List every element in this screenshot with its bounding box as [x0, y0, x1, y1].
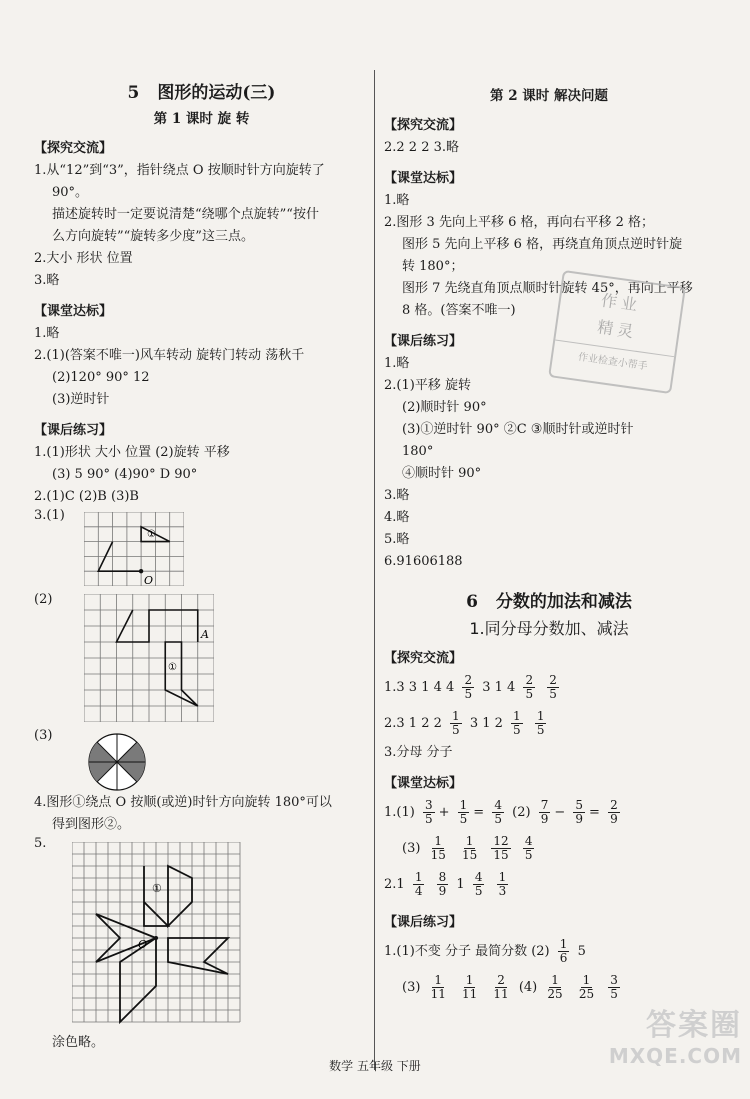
- fraction: $\frac{1}{25}$: [578, 973, 595, 1001]
- answer-line: 图形 7 先绕直角顶点顺时针旋转 45°，再向上平移: [402, 281, 693, 296]
- answer-line: 4.略: [384, 510, 410, 525]
- answer-line: (3)①逆时针 90° ②C ③顺时针或逆时针: [402, 422, 634, 437]
- answer-line: 1.3 3 1 4 4 $\frac{2}{5}$ 3 1 4 $\frac{2}{5}$ $\frac{2}{5}$: [384, 673, 557, 701]
- answer-line: 180°: [402, 444, 434, 459]
- answer-line: ④顺时针 90°: [402, 466, 482, 481]
- answer-line: 2.2 2 2 3.略: [384, 140, 460, 155]
- answer-line: (3) 5 90° (4)90° D 90°: [52, 467, 198, 482]
- answer-line: 6.91606188: [384, 554, 463, 569]
- figure-3-1: 3.(1) ① O: [34, 508, 369, 588]
- svg-text:A: A: [201, 628, 209, 641]
- fraction: $\frac{1}{15}$: [430, 834, 446, 862]
- grid-figure-2: [84, 594, 214, 722]
- section-class: 【课堂达标】: [384, 171, 463, 186]
- answer-line: 1.略: [384, 193, 410, 208]
- figure-3-3: (3): [34, 728, 369, 792]
- answer-line: (3) $\frac{1}{11}$ $\frac{1}{11}$ $\frac{2}{11}$ (4) $\frac{1}{25}$ $\frac{1}{25}$ $\frac{3}{5}$: [402, 973, 618, 1001]
- answer-line: 2.3 1 2 2 $\frac{1}{5}$ 3 1 2 $\frac{1}{5}$ $\frac{1}{5}$: [384, 709, 545, 737]
- answer-line: 1.略: [384, 356, 410, 371]
- answer-line: (3)逆时针: [52, 392, 110, 407]
- answer-line: 1.略: [34, 326, 60, 341]
- homework-stamp: 作业 精灵 作业检查小帮手: [548, 270, 686, 394]
- lesson-2-title: 第 2 课时 解决问题: [490, 88, 608, 104]
- answer-line: 转 180°；: [402, 259, 464, 274]
- fraction: $\frac{8}{9}$: [438, 870, 447, 898]
- fraction: $\frac{4}{5}$: [524, 834, 533, 862]
- fraction: $\frac{2}{5}$: [464, 673, 473, 701]
- answer-line: 90°。: [52, 185, 89, 200]
- fraction: $\frac{1}{4}$: [414, 870, 423, 898]
- fraction: $\frac{2}{5}$: [525, 673, 534, 701]
- fraction: $\frac{1}{25}$: [547, 973, 563, 1001]
- fraction: $\frac{4}{5}$: [474, 870, 483, 898]
- fraction: $\frac{1}{5}$: [459, 798, 468, 826]
- answer-line: 1.从“12”到“3”，指针绕点 O 按顺时针方向旋转了: [34, 163, 325, 178]
- watermark-logo: 答案圈 MXQE.COM: [608, 1008, 742, 1068]
- answer-line: 1.(1)形状 大小 位置 (2)旋转 平移: [34, 445, 230, 460]
- fraction: $\frac{1}{5}$: [513, 709, 521, 737]
- answer-line: 2.(1)平移 旋转: [384, 378, 471, 393]
- grid-figure-1: [84, 512, 184, 586]
- chapter-5-title: 5 图形的运动(三): [127, 83, 276, 103]
- circle-figure: [84, 732, 150, 792]
- left-column: [34, 70, 369, 1054]
- fraction: $\frac{2}{11}$: [493, 973, 509, 1001]
- fraction: $\frac{7}{9}$: [540, 798, 549, 826]
- answer-line: 1.(1) $\frac{3}{5}$ + $\frac{1}{5}$ = $\frac{4}{5}$ (2) $\frac{7}{9}$ − $\frac{5}{9}$ = $\frac{2}{9}$: [384, 798, 618, 826]
- answer-line: 8 格。(答案不唯一): [402, 303, 516, 318]
- answer-line: 2.图形 3 先向上平移 6 格，再向右平移 2 格；: [384, 215, 655, 230]
- grid-figure-5: [72, 842, 248, 1028]
- svg-text:①: ①: [168, 662, 177, 673]
- section-explore: 【探究交流】: [34, 141, 113, 156]
- column-divider: [374, 70, 375, 1070]
- chapter-6-title: 6 分数的加法和减法: [466, 592, 632, 612]
- answer-line: 得到图形②。: [52, 817, 131, 832]
- lesson-1-title: 第 1 课时 旋 转: [153, 111, 250, 127]
- answer-line: (2)120° 90° 12: [52, 370, 150, 385]
- section-class: 【课堂达标】: [34, 304, 113, 319]
- fraction: $\frac{3}{5}$: [424, 798, 433, 826]
- fraction: $\frac{3}{5}$: [610, 973, 618, 1001]
- svg-text:O: O: [144, 574, 154, 586]
- figure-3-2: (2) A ①: [34, 592, 369, 724]
- fraction: $\frac{5}{9}$: [575, 798, 584, 826]
- section-after: 【课后练习】: [384, 334, 463, 349]
- answer-line: 4.图形①绕点 O 按顺(或逆)时针方向旋转 180°可以: [34, 795, 332, 810]
- section-explore: 【探究交流】: [384, 651, 463, 666]
- page-footer: 数学 五年级 下册: [329, 1059, 421, 1073]
- section-after: 【课后练习】: [384, 915, 463, 930]
- fraction: $\frac{1}{3}$: [498, 870, 507, 898]
- fraction: $\frac{1}{5}$: [536, 709, 545, 737]
- answer-line: 2.1 $\frac{1}{4}$ $\frac{8}{9}$ 1 $\frac{4}{5}$ $\frac{1}{3}$: [384, 870, 507, 898]
- fraction: $\frac{2}{9}$: [610, 798, 618, 826]
- answer-line: (3) $\frac{1}{15}$ $\frac{1}{15}$ $\frac{12}{15}$ $\frac{4}{5}$: [402, 834, 533, 862]
- svg-text:①: ①: [147, 529, 156, 540]
- answer-line: 涂色略。: [52, 1035, 105, 1050]
- answer-line: 2.(1)(答案不唯一)风车转动 旋转门转动 荡秋千: [34, 348, 305, 363]
- right-column: [384, 70, 714, 1006]
- answer-line: (2)顺时针 90°: [402, 400, 487, 415]
- fraction: $\frac{1}{15}$: [461, 834, 478, 862]
- answer-line: 描述旋转时一定要说清楚“绕哪个点旋转”“按什: [52, 207, 319, 222]
- section-explore: 【探究交流】: [384, 118, 463, 133]
- section-class: 【课堂达标】: [384, 776, 463, 791]
- figure-5: 5. ① O: [34, 836, 369, 1032]
- section-after: 【课后练习】: [34, 423, 113, 438]
- svg-text:O: O: [138, 938, 148, 951]
- subsection-title: 1.同分母分数加、减法: [469, 619, 629, 638]
- fraction: $\frac{1}{11}$: [461, 973, 478, 1001]
- answer-line: 3.略: [384, 488, 410, 503]
- fraction: $\frac{1}{6}$: [559, 937, 568, 965]
- fraction: $\frac{2}{5}$: [549, 673, 557, 701]
- fraction: $\frac{1}{5}$: [452, 709, 460, 737]
- svg-text:①: ①: [152, 882, 162, 895]
- answer-line: 5.略: [384, 532, 410, 547]
- answer-line: 2.(1)C (2)B (3)B: [34, 489, 139, 504]
- answer-line: 3.分母 分子: [384, 745, 453, 760]
- fraction: $\frac{1}{11}$: [430, 973, 446, 1001]
- answer-line: 3.略: [34, 273, 60, 288]
- fraction: $\frac{4}{5}$: [494, 798, 502, 826]
- answer-line: 2.大小 形状 位置: [34, 251, 133, 266]
- answer-line: 1.(1)不变 分子 最简分数 (2) $\frac{1}{6}$ 5: [384, 937, 586, 965]
- fraction: $\frac{12}{15}$: [493, 834, 509, 862]
- answer-line: 图形 5 先向上平移 6 格，再绕直角顶点逆时针旋: [402, 237, 683, 252]
- answer-line: 么方向旋转”“旋转多少度”这三点。: [52, 229, 254, 244]
